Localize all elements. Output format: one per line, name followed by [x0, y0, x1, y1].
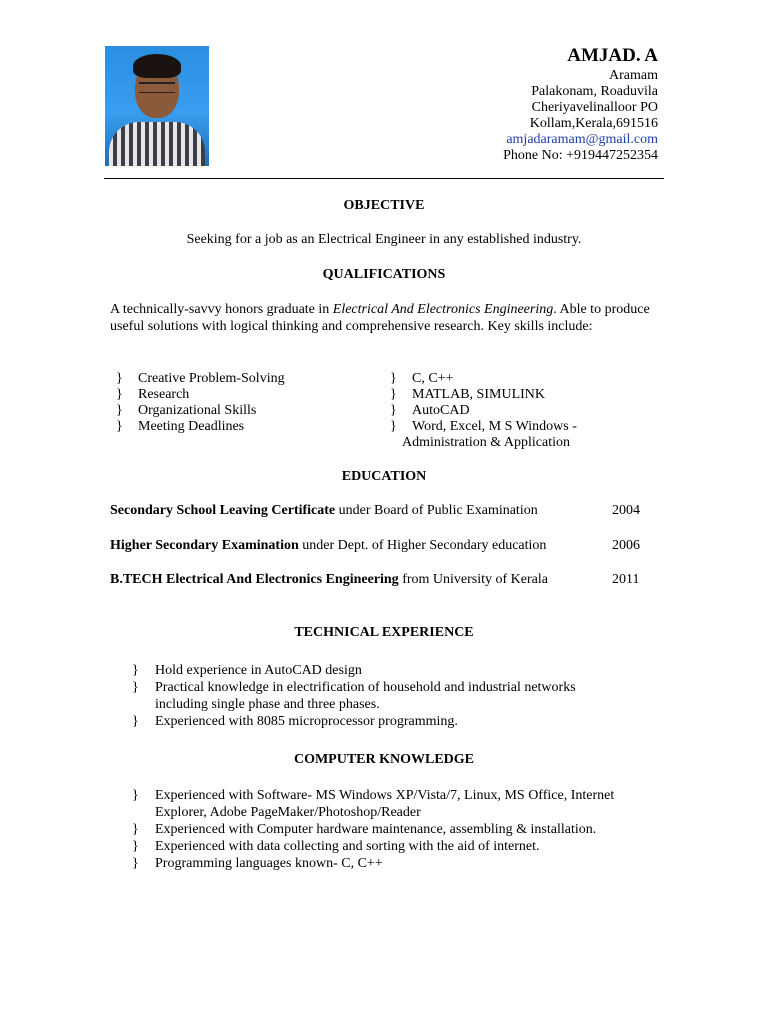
photo-glasses	[139, 82, 175, 93]
computer-knowledge-heading: COMPUTER KNOWLEDGE	[293, 752, 475, 767]
bullet-icon: }	[132, 680, 139, 695]
bullet-icon: }	[116, 419, 123, 434]
skill-item: } Meeting Deadlines	[116, 419, 245, 434]
skill-item: } Creative Problem-Solving	[116, 371, 285, 386]
bullet-icon: }	[132, 663, 139, 678]
photo-shirt	[109, 122, 205, 166]
qualifications-heading: QUALIFICATIONS	[322, 267, 446, 282]
qualifications-intro	[110, 302, 650, 335]
address-line: Aramam	[609, 68, 658, 83]
address-line: Kollam,Kerala,691516	[529, 116, 658, 131]
profile-photo	[105, 46, 209, 166]
skill-item: } AutoCAD	[390, 403, 470, 418]
skill-item-continuation: Administration & Application	[402, 435, 570, 450]
candidate-name: AMJAD. A	[567, 45, 658, 66]
bullet-icon: }	[390, 419, 397, 434]
bullet-icon: }	[116, 403, 123, 418]
address-line: Cheriyavelinalloor PO	[531, 100, 658, 115]
education-year: 2004	[612, 503, 640, 518]
list-item: } Experienced with Software- MS Windows XP/Vista/7, Linux, MS Office, Internet Explorer, Adobe PageMaker/Photoshop/Reader	[132, 788, 615, 820]
skills-right-list	[384, 371, 644, 451]
education-year: 2011	[612, 572, 640, 587]
education-row: Secondary School Leaving Certificate under Board of Public Examination 2004	[110, 503, 640, 518]
contact-header	[503, 44, 658, 164]
bullet-icon: }	[390, 371, 397, 386]
photo-hair	[133, 54, 181, 78]
technical-experience-heading: TECHNICAL EXPERIENCE	[294, 625, 474, 640]
objective-heading: OBJECTIVE	[343, 198, 425, 213]
bullet-icon: }	[132, 856, 139, 871]
bullet-icon: }	[132, 714, 139, 729]
bullet-icon: }	[132, 788, 139, 803]
list-item: } Experienced with data collecting and sorting with the aid of internet.	[132, 839, 540, 854]
technical-experience-list	[132, 662, 672, 730]
list-item: } Experienced with 8085 microprocessor programming.	[132, 714, 458, 729]
skill-item: } Research	[116, 387, 190, 402]
skills-left-list	[110, 371, 380, 435]
email-link[interactable]: amjadaramam@gmail.com	[506, 132, 658, 147]
list-item: } Experienced with Computer hardware maintenance, assembling & installation.	[132, 822, 597, 837]
phone-number: Phone No: +919447252354	[503, 148, 658, 163]
bullet-icon: }	[116, 371, 123, 386]
bullet-icon: }	[390, 403, 397, 418]
list-item: } Programming languages known- C, C++	[132, 856, 383, 871]
computer-knowledge-list	[132, 787, 672, 872]
list-item: } Practical knowledge in electrification of household and industrial networks including single phase and three phases.	[132, 680, 576, 712]
skill-item: } Organizational Skills	[116, 403, 257, 418]
intro-degree: Electrical And Electronics Engineering	[332, 302, 554, 317]
bullet-icon: }	[132, 822, 139, 837]
intro-text: A technically-savvy honors graduate in	[110, 302, 333, 317]
intro-text: . Able to produce useful solutions with logical thinking and comprehensive research. Key skills include:	[110, 302, 650, 334]
address-line: Palakonam, Roaduvila	[531, 84, 658, 99]
skill-item: } C, C++	[390, 371, 454, 386]
education-heading: EDUCATION	[341, 469, 427, 484]
skill-item: } MATLAB, SIMULINK	[390, 387, 545, 402]
objective-text: Seeking for a job as an Electrical Engineer in any established industry.	[186, 232, 582, 247]
education-row: Higher Secondary Examination under Dept. of Higher Secondary education 2006	[110, 538, 640, 553]
bullet-icon: }	[390, 387, 397, 402]
education-year: 2006	[612, 538, 640, 553]
bullet-icon: }	[132, 839, 139, 854]
bullet-icon: }	[116, 387, 123, 402]
header-divider	[104, 178, 664, 179]
list-item: } Hold experience in AutoCAD design	[132, 663, 362, 678]
skill-item: } Word, Excel, M S Windows -	[390, 419, 577, 434]
education-row: B.TECH Electrical And Electronics Engineering from University of Kerala 2011	[110, 572, 640, 587]
